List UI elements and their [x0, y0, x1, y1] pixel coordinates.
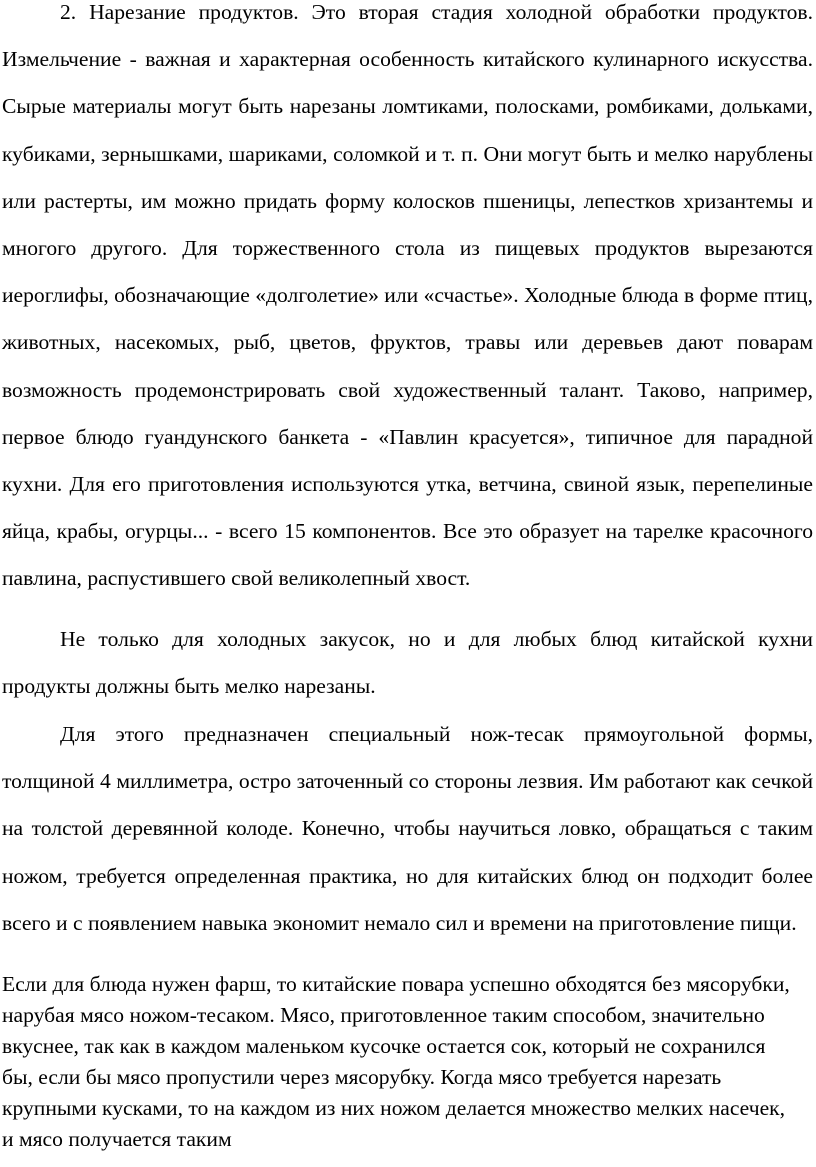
paragraph-fine-cutting: Не только для холодных закусок, но и для любых блюд китайской кухни продукты должны быть мелко нарезаны.: [2, 627, 813, 699]
paragraph-cutting-products: 2. Нарезание продуктов. Это вторая стадия холодной обработки продуктов. Измельчение - важная и характерная особенность китайского кулинарного искусства. Сырые материалы могут быть нарезаны ломтиками, полосками, ромбиками, дольками, кубиками, зернышками, шариками, соломкой и т. п. Они могут быть и мелко нарублены или растерты, им можно придать форму колосков пшеницы, лепестков хризантемы и многого другого. Для торжественного стола из пищевых продуктов вырезаются иероглифы, обозначающие «долголетие» или «счастье». Холодные блюда в форме птиц, животных, насекомых, рыб, цветов, фруктов, травы или деревьев дают поварам возможность продемонстрировать свой художественный талант. Таково, например, первое блюдо гуандунского банкета - «Павлин красуется», типичное для парадной кухни. Для его приготовления используются утка, ветчина, свиной язык, перепелиные яйца, крабы, огурцы... - всего 15 компонентов. Все это образует на тарелке красочного павлина, распустившего свой великолепный хвост.: [2, 0, 813, 591]
paragraph-cleaver-knife: Для этого предназначен специальный нож-тесак прямоугольной формы, толщиной 4 миллиметра, остро заточенный со стороны лезвия. Им работают как сечкой на толстой деревянной колоде. Конечно, чтобы научиться ловко, обращаться с таким ножом, требуется определенная практика, но для китайских блюд он подходит более всего и с появлением навыка экономит немало сил и времени на приготовление пищи.: [2, 722, 813, 935]
paragraph-minced-meat: Если для блюда нужен фарш, то китайские повара успешно обходятся без мясорубки, нарубая мясо ножом-тесаком. Мясо, приготовленное таким способом, значительно вкуснее, так как в каждом маленьком кусочке остается сок, который не сохранился бы, если бы мясо пропустили через мясорубку. Когда мясо требуется нарезать крупными кусками, то на каждом из них ножом делается множество мелких насечек, и мясо получается таким: [2, 972, 790, 1151]
